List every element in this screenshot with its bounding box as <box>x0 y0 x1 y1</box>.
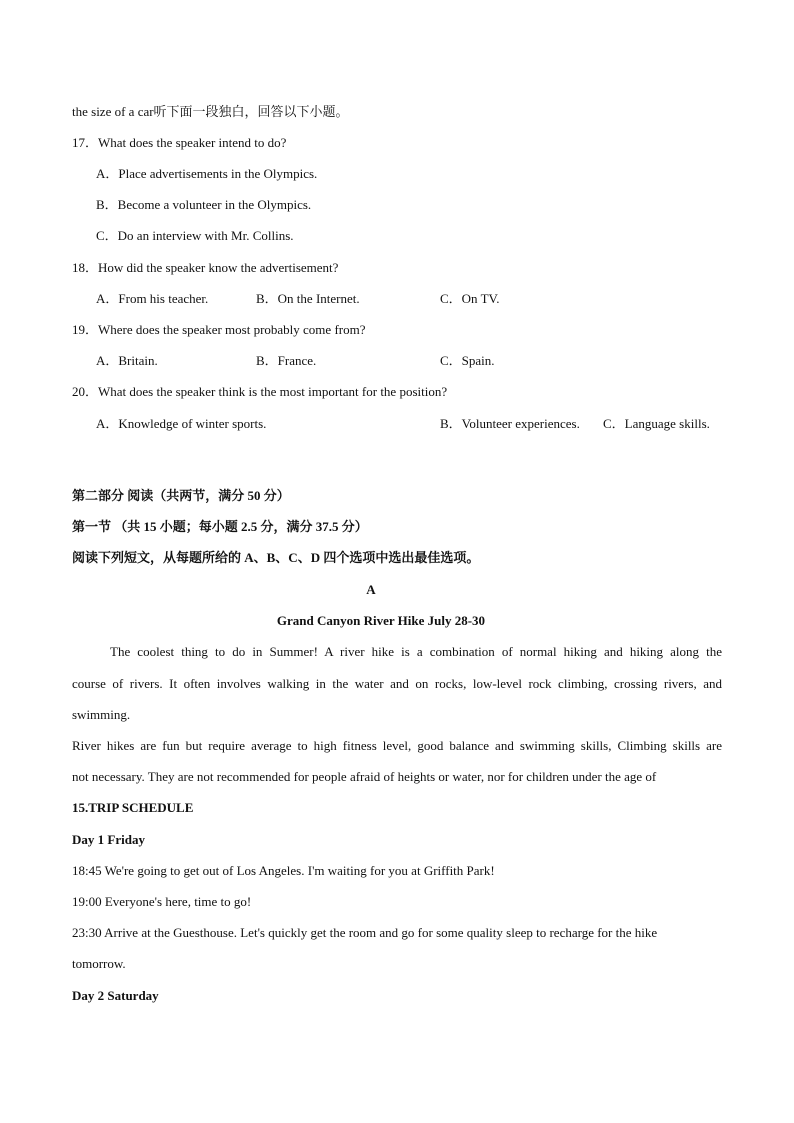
trip-schedule-heading: 15.TRIP SCHEDULE <box>72 800 194 815</box>
question-17-stem: 17．What does the speaker intend to do? <box>72 135 287 150</box>
part-two-heading: 第二部分 阅读（共两节，满分 50 分） <box>72 488 290 503</box>
question-17-option-c: C．Do an interview with Mr. Collins. <box>96 228 294 243</box>
question-17-option-a: A．Place advertisements in the Olympics. <box>96 166 318 181</box>
passage-line-4: River hikes are fun but require average to high fitness level, good balance and swimming skills, Climbing skills are <box>72 738 722 753</box>
question-20-option-a: A．Knowledge of winter sports. <box>96 416 267 431</box>
schedule-item: 23:30 Arrive at the Guesthouse. Let's quickly get the room and go for some quality sleep to recharge for the hike <box>72 925 658 940</box>
passage-letter: A <box>366 582 376 597</box>
question-20-option-b: B．Volunteer experiences. <box>440 416 580 431</box>
question-20-stem: 20．What does the speaker think is the most important for the position? <box>72 384 448 399</box>
question-19-option-c: C．Spain. <box>440 353 495 368</box>
question-19-option-b: B．France. <box>256 353 317 368</box>
question-18-option-b: B．On the Internet. <box>256 291 360 306</box>
passage-title: Grand Canyon River Hike July 28-30 <box>276 613 486 628</box>
question-19-stem: 19．Where does the speaker most probably come from? <box>72 322 366 337</box>
question-17-option-b: B．Become a volunteer in the Olympics. <box>96 197 312 212</box>
question-19-option-a: A．Britain. <box>96 353 158 368</box>
section-one-heading: 第一节 （共 15 小题；每小题 2.5 分，满分 37.5 分） <box>72 519 368 534</box>
passage-line-2: course of rivers. It often involves walking in the water and on rocks, low-level rock climbing, crossing rivers, and <box>72 676 722 691</box>
question-20-option-c: C．Language skills. <box>603 416 710 431</box>
passage-line-1: The coolest thing to do in Summer! A river hike is a combination of normal hiking and hiking along the <box>110 644 722 659</box>
intro-line: the size of a car听下面一段独白，回答以下小题。 <box>72 104 349 119</box>
question-18-option-a: A．From his teacher. <box>96 291 209 306</box>
passage-line-5: not necessary. They are not recommended for people afraid of heights or water, nor for children under the age of <box>72 769 657 784</box>
question-18-stem: 18．How did the speaker know the advertisement? <box>72 260 339 275</box>
question-18-option-c: C．On TV. <box>440 291 500 306</box>
passage-line-3: swimming. <box>72 707 131 722</box>
schedule-item: 18:45 We're going to get out of Los Angeles. I'm waiting for you at Griffith Park! <box>72 863 495 878</box>
schedule-item: tomorrow. <box>72 956 126 971</box>
day-2-heading: Day 2 Saturday <box>72 988 159 1003</box>
schedule-item: 19:00 Everyone's here, time to go! <box>72 894 252 909</box>
day-1-heading: Day 1 Friday <box>72 832 145 847</box>
reading-instruction: 阅读下列短文，从每题所给的 A、B、C、D 四个选项中选出最佳选项。 <box>72 550 480 565</box>
